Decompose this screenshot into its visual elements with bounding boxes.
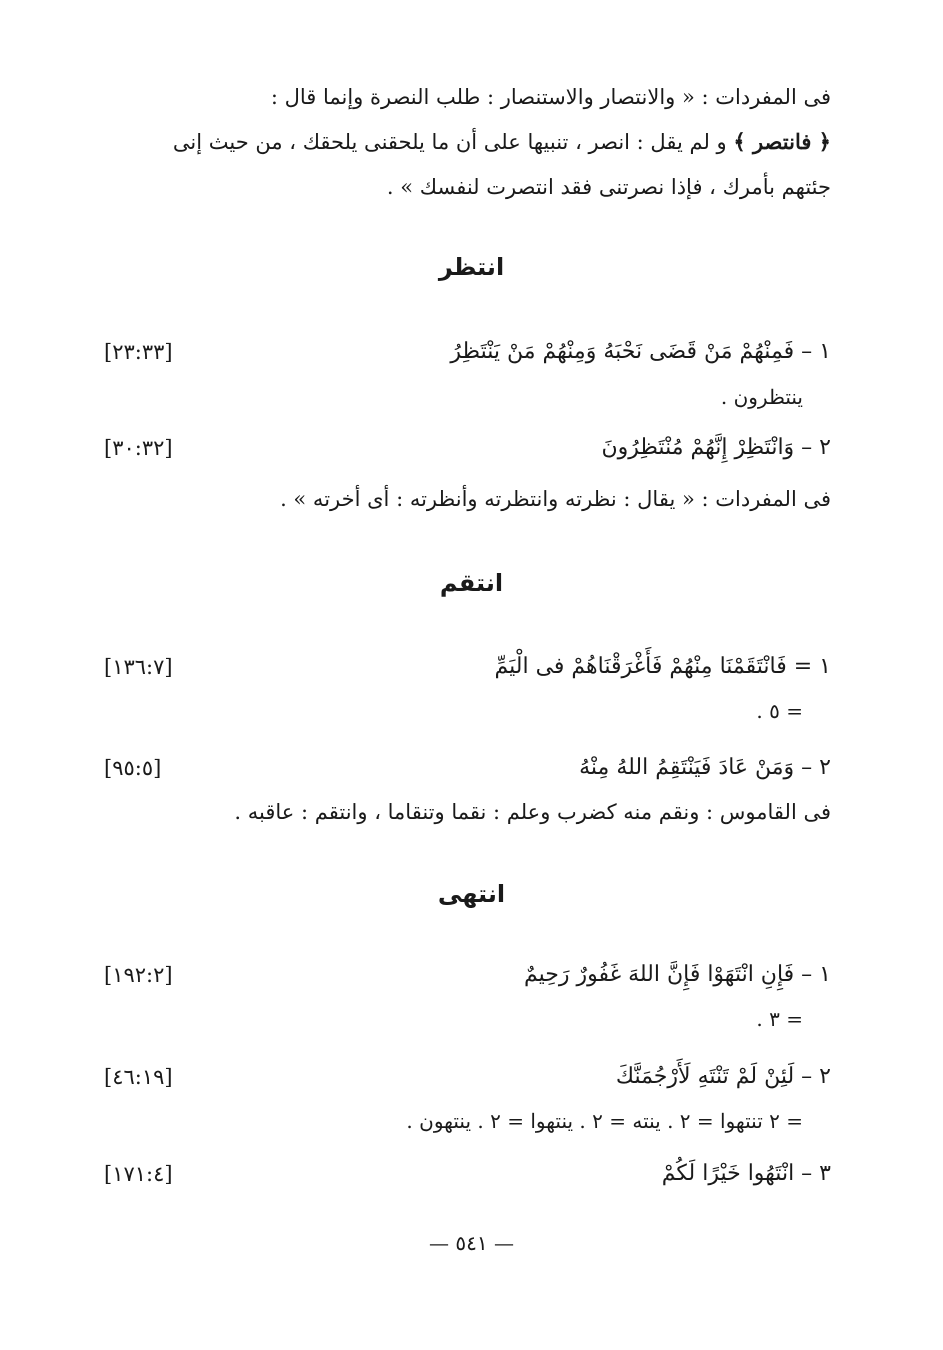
derived-forms: = ٢ تنتهوا = ٢ . ينته = ٢ . ينتهوا = ٢ . ينتهون .	[406, 1109, 803, 1133]
verse-reference: [٩٥:٥]	[104, 756, 162, 780]
derived-forms: = ٣ .	[756, 1007, 803, 1031]
verse-reference: [٣٠:٣٢]	[104, 436, 173, 460]
intro-line-2-text: و لم يقل : انصر ، تنبيها على أن ما يلحقنى يلحقك ، من حيث إنى	[172, 130, 734, 154]
verse-entry: ٢ – وَانْتَظِرْ إِنَّهُمْ مُنْتَظِرُونَ	[601, 435, 831, 460]
intro-line-2	[173, 127, 831, 157]
intro-line-3: جئتهم بأمرك ، فإذا نصرتنى فقد انتصرت لنفسك » .	[386, 175, 831, 199]
verse-reference: [١٣٦:٧]	[104, 655, 173, 679]
verse-entry: ١ = فَانْتَقَمْنَا مِنْهُمْ فَأَغْرَقْنَاهُمْ فى الْيَمِّ	[494, 654, 831, 679]
section-heading-intaqam: انتقم	[439, 569, 504, 597]
verse-entry: ١ – فَمِنْهُمْ مَنْ قَضَى نَحْبَهُ وَمِنْهُمْ مَنْ يَنْتَظِرُ	[450, 339, 831, 364]
verse-entry: ٢ – لَئِنْ لَمْ تَنْتَهِ لَأَرْجُمَنَّكَ	[615, 1064, 831, 1089]
verse-reference: [١٩٢:٢]	[104, 963, 173, 987]
verse-reference: [١٧١:٤]	[104, 1162, 173, 1186]
page-number: — ٥٤١ —	[429, 1231, 514, 1255]
intro-quoted-word: ﴿ فانتصر ﴾	[733, 129, 831, 154]
dictionary-note: فى القاموس : ونقم منه كضرب وعلم : نقما وتنقاما ، وانتقم : عاقبه .	[234, 800, 831, 824]
dictionary-note: فى المفردات : « يقال : نظرته وانتظرته وأنظرته : أى أخرته » .	[280, 487, 831, 511]
verse-entry: ١ – فَإِنِ انْتَهَوْا فَإِنَّ اللهَ غَفُورٌ رَحِيمٌ	[523, 962, 831, 987]
section-heading-intaha: انتهى	[437, 880, 506, 908]
verse-reference: [٢٣:٣٣]	[104, 340, 173, 364]
verse-entry: ٣ – انْتَهُوا خَيْرًا لَكُمْ	[661, 1161, 831, 1186]
section-heading-intazar: انتظر	[438, 253, 505, 281]
verse-reference: [٤٦:١٩]	[104, 1065, 173, 1089]
derived-forms: ينتظرون .	[720, 385, 803, 409]
verse-entry: ٢ – وَمَنْ عَادَ فَيَنْتَقِمُ اللهُ مِنْهُ	[579, 755, 831, 780]
derived-forms: = ٥ .	[756, 699, 803, 723]
intro-line-1: فى المفردات : « والانتصار والاستنصار : طلب النصرة وإنما قال :	[270, 85, 831, 109]
